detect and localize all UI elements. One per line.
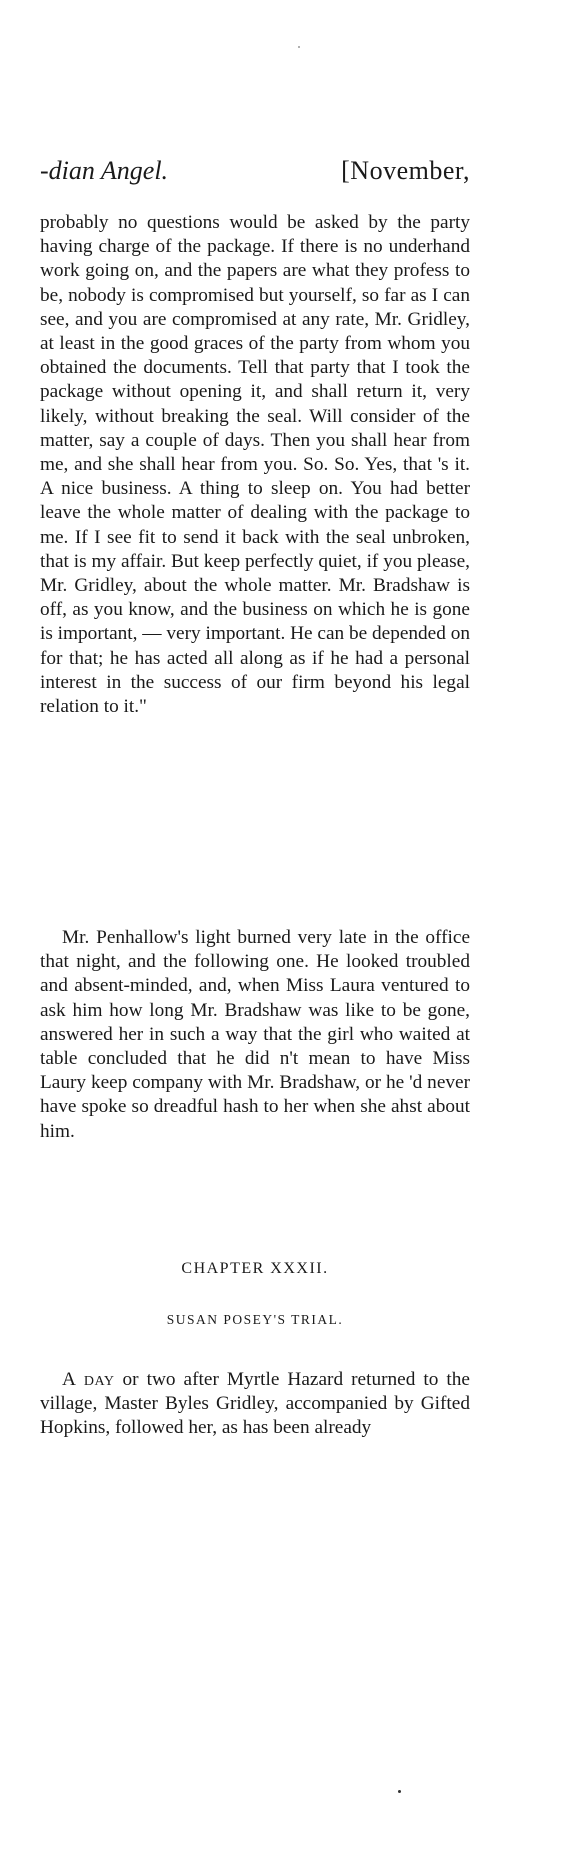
- running-head-month: [November,: [341, 156, 470, 185]
- chapter-opening-text: or two after Myrtle Hazard returned to the village, Master Byles Gridley, accompanied by Gifted Hopkins, followed her, as has been already: [40, 1369, 470, 1439]
- speck-mark-bottom: [398, 1790, 401, 1793]
- chapter-opening-lead: A day: [62, 1369, 115, 1390]
- chapter-opening-paragraph: [40, 1368, 470, 1441]
- paragraph-continuation: probably no questions would be asked by the party having charge of the package. If there is no underhand work going on, and the papers are what they profess to be, nobody is compromised but yourself, so far as I can see, and you are compromised at any rate, Mr. Gridley, at least in the good graces of the party from whom you obtained the documents. Tell that party that I took the package without opening it, and shall return it, very likely, without breaking the seal. Will consider of the matter, say a couple of days. Then you shall hear from me, and she shall hear from you. So. So. Yes, that 's it. A nice business. A thing to sleep on. You had better leave the whole matter of dealing with the package to me. If I see fit to send it back with the seal unbroken, that is my affair. But keep perfectly quiet, if you please, Mr. Gridley, about the whole matter. Mr. Bradshaw is off, as you know, and the business on which he is gone is important, — very important. He can be depended on for that; he has acted all along as if he had a personal interest in the success of our firm beyond his legal relation to it.": [40, 212, 470, 718]
- paragraph-penhallow: Mr. Penhallow's light burned very late in the office that night, and the following one. He looked troubled and absent-minded, and, when Miss Laura ventured to ask him how long Mr. Bradshaw was like to be gone, answered her in such a way that the girl who waited at table concluded that he did n't mean to have Miss Laury keep company with Mr. Bradshaw, or he 'd never have spoke so dreadful hash to her when she ahst about him.: [40, 927, 470, 1142]
- speck-mark: [298, 46, 300, 48]
- running-head-title: -dian Angel.: [40, 156, 169, 185]
- chapter-title: CHAPTER XXXII.: [181, 1260, 329, 1277]
- chapter-subtitle: SUSAN POSEY'S TRIAL.: [166, 1312, 344, 1327]
- running-head: [40, 156, 470, 192]
